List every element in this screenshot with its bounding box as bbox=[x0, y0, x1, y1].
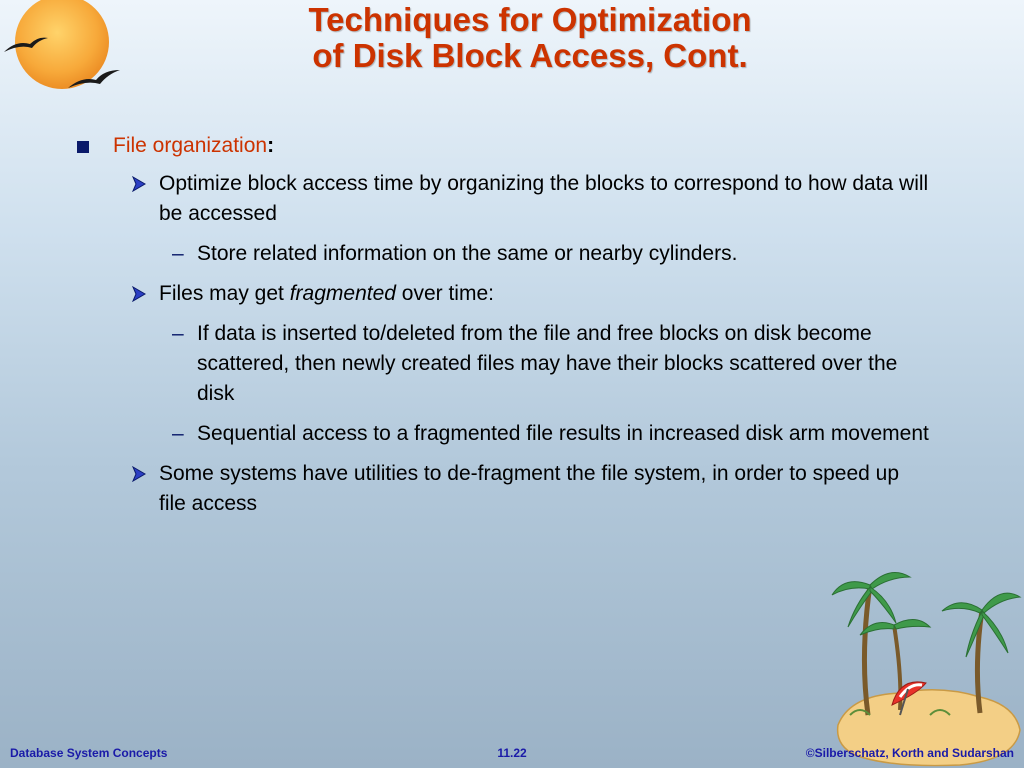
bullet-text: Optimize block access time by organizing the blocks to correspond to how data will be accessed bbox=[159, 172, 929, 225]
bullet-files-fragmented bbox=[132, 279, 929, 309]
dash-bullet: – bbox=[172, 422, 184, 445]
section-heading-colon: : bbox=[267, 134, 275, 157]
slide-title bbox=[200, 2, 860, 74]
arrowhead-bullet-icon bbox=[132, 176, 146, 192]
sun-with-birds-icon bbox=[0, 0, 130, 110]
bullet-text-after: over time: bbox=[395, 282, 494, 305]
bullet-defragment-utilities bbox=[132, 459, 929, 519]
bullet-text-before: Files may get bbox=[159, 282, 290, 305]
slide-title-line-1: Techniques for Optimization bbox=[308, 1, 752, 38]
arrowhead-bullet-icon bbox=[132, 286, 146, 302]
footer-course-title: Database System Concepts bbox=[10, 746, 168, 760]
bullet-optimize-block-access bbox=[132, 169, 929, 229]
sub-bullet-text: Sequential access to a fragmented file results in increased disk arm movement bbox=[197, 422, 929, 445]
sub-bullet-text: If data is inserted to/deleted from the file and free blocks on disk become scattered, then newly created files may have their blocks scattered over the disk bbox=[197, 322, 898, 405]
bullet-text: Some systems have utilities to de-fragment the file system, in order to speed up file access bbox=[159, 462, 900, 515]
slide-footer bbox=[0, 746, 1024, 762]
footer-page-number: 11.22 bbox=[497, 746, 527, 760]
bullet-text-italic: fragmented bbox=[289, 282, 396, 305]
arrowhead-bullet-icon bbox=[132, 466, 146, 482]
sub-bullet-sequential-access bbox=[172, 419, 937, 449]
sub-bullet-scattered-blocks bbox=[172, 319, 937, 409]
slide-title-line-2: of Disk Block Access, Cont. bbox=[312, 37, 748, 74]
dash-bullet: – bbox=[172, 242, 184, 265]
section-heading: File organization bbox=[113, 134, 268, 157]
sub-bullet-text: Store related information on the same or nearby cylinders. bbox=[197, 242, 738, 265]
slide-body bbox=[0, 132, 1024, 529]
bullet-file-organization bbox=[75, 132, 1024, 160]
footer-copyright: ©Silberschatz, Korth and Sudarshan bbox=[805, 746, 1014, 760]
palm-island-icon bbox=[830, 565, 1024, 768]
dash-bullet: – bbox=[172, 322, 184, 345]
square-bullet-icon bbox=[77, 141, 89, 153]
sub-bullet-related-info bbox=[172, 239, 937, 269]
